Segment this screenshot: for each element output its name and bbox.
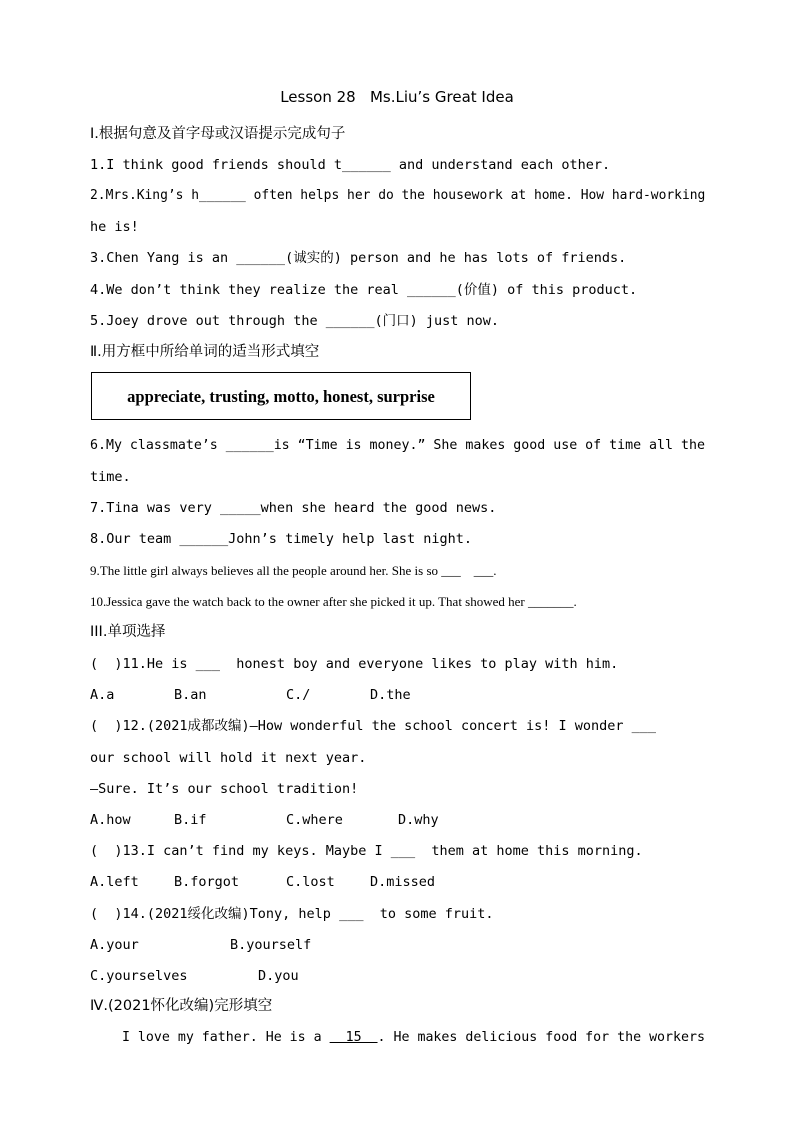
- question-11: ( )11.He is ___ honest boy and everyone likes to play with him.: [90, 656, 619, 672]
- cloze-blank-15: 15: [329, 1030, 378, 1045]
- question-6-continued: time.: [90, 469, 131, 485]
- q14-option-c: C.yourselves: [90, 968, 188, 984]
- q11-option-c: C./: [286, 687, 311, 703]
- cloze-suffix: . He makes delicious food for the workers: [377, 1030, 705, 1045]
- q13-option-d: D.missed: [370, 874, 436, 890]
- question-6: 6.My classmate’s ______is “Time is money.” She makes good use of time all the: [90, 438, 705, 453]
- section-3-heading: III.单项选择: [90, 624, 166, 640]
- q12-option-d: D.why: [398, 812, 439, 828]
- question-3: 3.Chen Yang is an ______(诚实的) person and he has lots of friends.: [90, 250, 627, 266]
- q12-option-c: C.where: [286, 812, 343, 828]
- cloze-passage-line: [90, 1028, 705, 1048]
- question-12-continued: our school will hold it next year.: [90, 750, 367, 766]
- question-2-continued: he is!: [90, 219, 139, 235]
- question-2: 2.Mrs.King’s h______ often helps her do the housework at home. How hard-working: [90, 188, 706, 203]
- q11-option-a: A.a: [90, 687, 115, 703]
- q11-option-d: D.the: [370, 687, 411, 703]
- question-7: 7.Tina was very _____when she heard the good news.: [90, 500, 497, 516]
- section-2-heading: Ⅱ.用方框中所给单词的适当形式填空: [90, 344, 320, 360]
- question-12: ( )12.(2021成都改编)—How wonderful the school concert is! I wonder ___: [90, 718, 657, 734]
- q13-option-c: C.lost: [286, 874, 335, 890]
- question-5: 5.Joey drove out through the ______(门口) just now.: [90, 313, 500, 329]
- q14-option-b: B.yourself: [230, 937, 312, 953]
- section-1-heading: Ⅰ.根据句意及首字母或汉语提示完成句子: [90, 126, 346, 142]
- question-9: 9.The little girl always believes all the people around her. She is so ___ ___.: [90, 563, 497, 578]
- lesson-title: Lesson 28 Ms.Liu’s Great Idea: [280, 88, 514, 106]
- question-4: 4.We don’t think they realize the real ______(价值) of this product.: [90, 282, 638, 298]
- question-14: ( )14.(2021绥化改编)Tony, help ___ to some fruit.: [90, 906, 494, 922]
- q11-option-b: B.an: [174, 687, 207, 703]
- q13-option-a: A.left: [90, 874, 139, 890]
- cloze-prefix: I love my father. He is a: [90, 1030, 330, 1045]
- question-13: ( )13.I can’t find my keys. Maybe I ___ them at home this morning.: [90, 843, 643, 859]
- q12-option-a: A.how: [90, 812, 131, 828]
- question-8: 8.Our team ______John’s timely help last night.: [90, 531, 473, 547]
- question-12-response: —Sure. It’s our school tradition!: [90, 781, 359, 797]
- word-box: [91, 372, 471, 420]
- section-4-heading: Ⅳ.(2021怀化改编)完形填空: [90, 998, 273, 1014]
- question-1: 1.I think good friends should t______ and understand each other.: [90, 157, 611, 173]
- q14-option-d: D.you: [258, 968, 299, 984]
- question-10: 10.Jessica gave the watch back to the owner after she picked it up. That showed her _______.: [90, 594, 577, 609]
- word-box-text: appreciate, trusting, motto, honest, surprise: [127, 387, 435, 406]
- q12-option-b: B.if: [174, 812, 207, 828]
- q13-option-b: B.forgot: [174, 874, 240, 890]
- q14-option-a: A.your: [90, 937, 139, 953]
